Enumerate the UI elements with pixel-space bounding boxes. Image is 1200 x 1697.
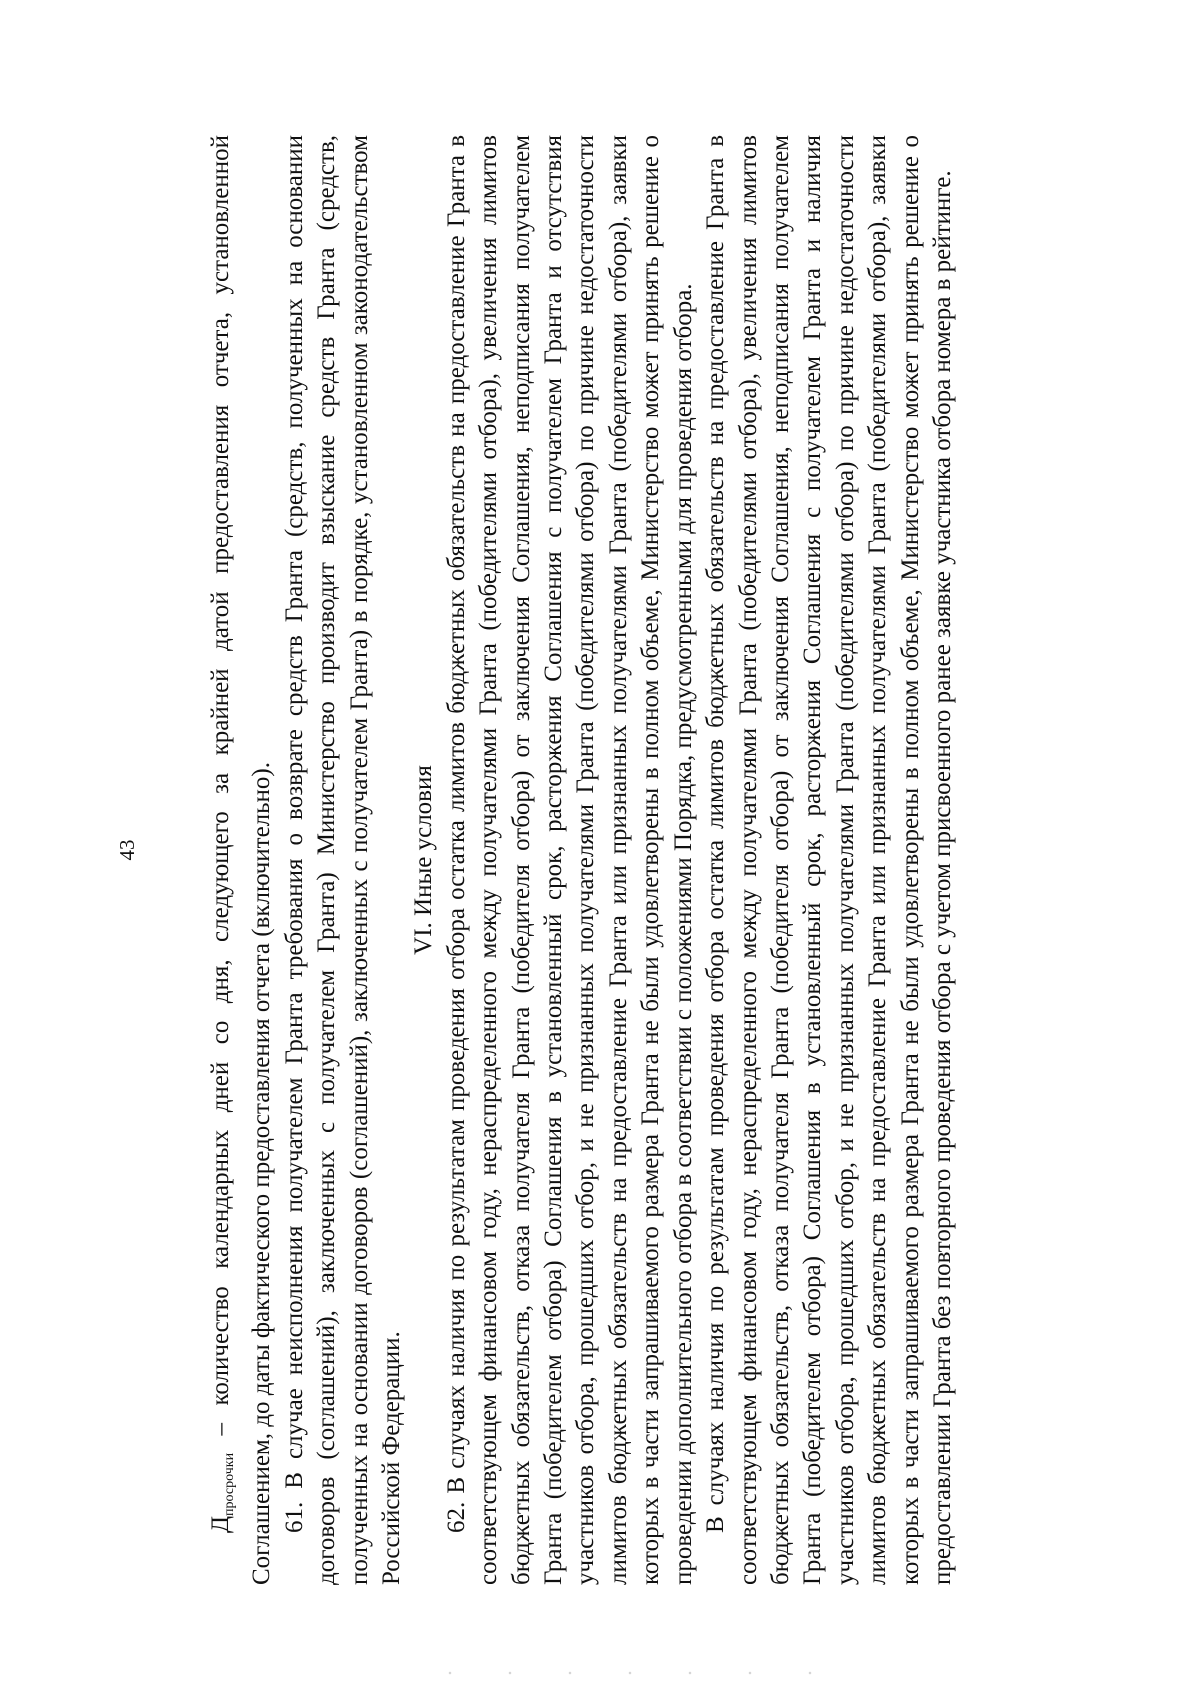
paragraph-62: 62. В случаях наличия по результатам проведения отбора остатка лимитов бюджетных обязательств на предоставление Гранта в соответствующем финансовом году, нераспределенного между получателями Гранта (победителями отбора), увеличения лимитов бюджетных обязательств, отказа получателя Гранта (победителя отбора) от заключения Соглашения, неподписания получателем Гранта (победителем отбора) Соглашения в установленный срок, расторжения Соглашения с получателем Гранта и отсутствия участников отбора, прошедших отбор, и не признанных получателями Гранта (победителями отбора) по причине недостаточности лимитов бюджетных обязательств на предоставление Гранта или признанных получателями Гранта (победителями отбора), заявки которых в части запрашиваемого размера Гранта не были удовлетворены в полном объеме, Министерство может принять решение о проведении дополнительного отбора в соответствии с положениями Порядка, предусмотренными для проведения отбора. [442,135,697,1585]
document-page [115,75,1075,1625]
scan-artifact [420,1668,840,1678]
formula-definition-text: – количество календарных дней со дня, следующего за крайней датой предоставления отчета, установленной Соглашением, до даты фактического предоставления отчета (включительно). [207,135,276,1585]
document-body [205,135,959,1585]
paragraph-63: В случаях наличия по результатам проведения отбора остатка лимитов бюджетных обязательств на предоставление Гранта в соответствующем финансовом году, нераспределенного между получателями Гранта (победителями отбора), увеличения лимитов бюджетных обязательств, отказа получателя Гранта (победителя отбора) от заключения Соглашения, неподписания получателем Гранта (победителем отбора) Соглашения в установленный срок, расторжения Соглашения с получателем Гранта и наличия участников отбора, прошедших отбор, и не признанных получателями Гранта (победителями отбора) по причине недостаточности лимитов бюджетных обязательств на предоставление Гранта или признанных получателями Гранта (победителями отбора), заявки которых в части запрашиваемого размера Гранта не были удовлетворены в полном объеме, Министерство может принять решение о предоставлении Гранта без повторного проведения отбора с учетом присвоенного ранее заявке участника отбора номера в рейтинге. [702,135,956,1585]
section-heading: VI. Иные условия [410,765,438,955]
page-number: 43 [115,839,139,861]
paragraph-61: 61. В случае неисполнения получателем Гранта требования о возврате средств Гранта (средств, полученных на основании договоров (соглашений), заключенных с получателем Гранта) Министерство производит взыскание средств Гранта (средств, полученных на основании договоров (соглашений), заключенных с получателем Гранта) в порядке, установленном законодательством Российской Федерации. [280,135,406,1585]
formula-definition [205,135,279,1585]
formula-subscript: просрочки [222,1452,237,1516]
formula-symbol: Д [207,1515,234,1533]
